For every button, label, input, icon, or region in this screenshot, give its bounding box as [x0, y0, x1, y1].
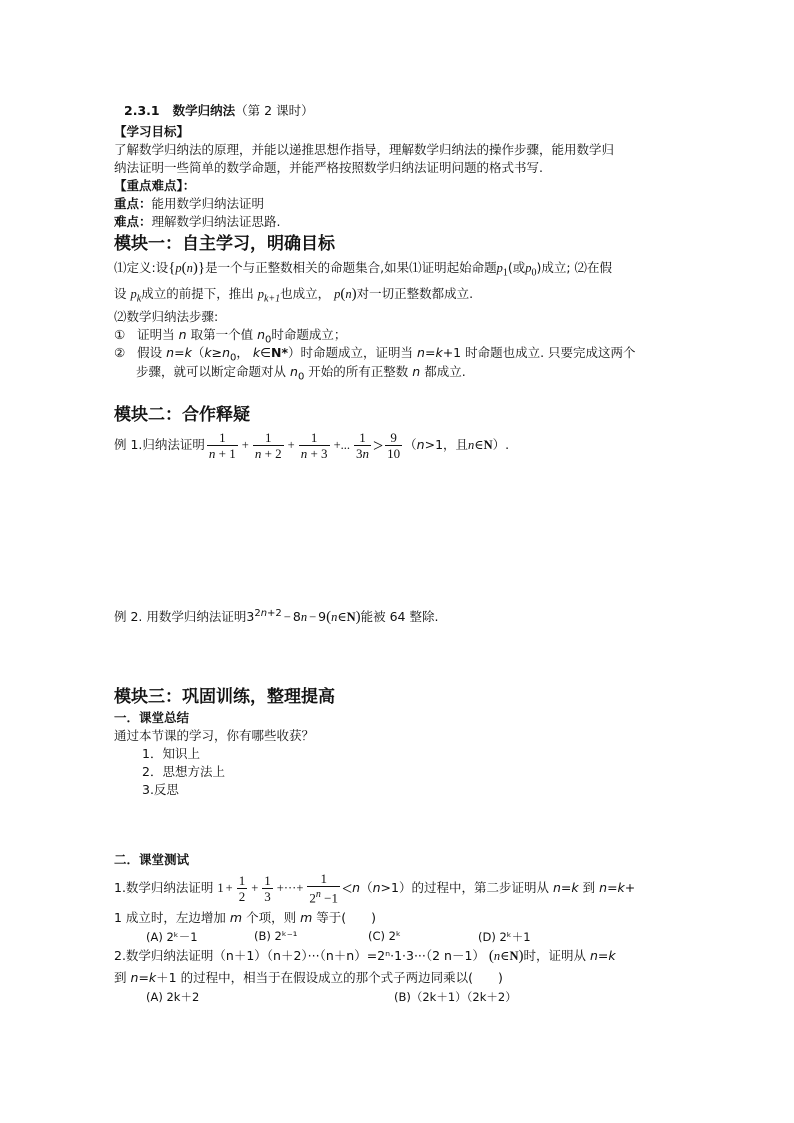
test-heading: 二．课堂测试 — [114, 852, 190, 867]
key-text: 能用数学归纳法证明 — [151, 196, 265, 211]
ex1-fraction-4: $\frac{1}{3n}$ — [356, 430, 369, 461]
step2-text-d: 步骤，就可以断定命题对从 — [136, 364, 287, 379]
definition-line-2: 设 $p_k$成立的前提下，推出 $p_{k+1}$也成立， p(n)对一切正整数都成立. — [114, 286, 474, 305]
ex1-cond-b: n — [416, 437, 425, 452]
q1-option-a: (A) 2ᵏ－1 — [146, 930, 198, 944]
def-text-g: 也成立， — [280, 286, 331, 301]
title-number: 2.3.1 — [124, 103, 160, 118]
q2-text-d: 的过程中，相当于在假设成立的那个式子两边同乘以( ) — [180, 970, 503, 985]
q1-fraction-2: $\frac{1}{3}$ — [264, 873, 271, 904]
title-main: 数学归纳法 — [172, 103, 236, 118]
q1-text-e: 个项，则 — [246, 910, 297, 925]
definition-line-1: ⑴定义:设{p(n)}是一个与正整数相关的命题集合,如果⑴证明起始命题$p_1$(或$p_0$)成立; ⑵在假 — [114, 260, 613, 279]
step-1: ① 证明当 n 取第一个值 $n_0$时命题成立； — [114, 327, 347, 346]
module1-title: 模块一：自主学习，明确目标 — [114, 234, 335, 254]
def-text-c: (或 — [507, 260, 526, 275]
q2-option-a: (A) 2k＋2 — [146, 990, 200, 1004]
step-2-continued: 步骤，就可以断定命题对从 $n_0$ 开始的所有正整数 n 都成立. — [136, 364, 466, 383]
step2-text-b: 时命题成立，证明当 — [300, 345, 414, 360]
module3-title: 模块三：巩固训练，整理提高 — [114, 687, 335, 707]
ex1-fraction-1: $\frac{1}{n + 1}$ — [208, 430, 236, 461]
module2-title: 模块二：合作释疑 — [114, 405, 250, 425]
ex1-label: 例 1.归纳法证明 — [114, 437, 205, 452]
step1-text-b: 取第一个值 — [190, 327, 254, 342]
step2-text-f: 都成立. — [424, 364, 466, 379]
def-text-f: 成立的前提下，推出 — [141, 286, 254, 301]
lesson-title — [124, 103, 314, 119]
q1-text-d: 1 成立时，左边增加 — [114, 910, 226, 925]
def-text-a: ⑴定义:设 — [114, 260, 169, 275]
title-sub: （第 2 课时） — [235, 103, 314, 118]
goals-heading: 【学习目标】 — [114, 124, 190, 139]
step1-text-a: 证明当 — [137, 327, 175, 342]
example-2: 例 2. 用数学归纳法证明$3^{2n+2} - 8n$ − 9(n∈N)能被 64 整除. — [114, 608, 439, 626]
key-point — [114, 196, 264, 212]
q1-fraction-1: $\frac{1}{2}$ — [238, 873, 246, 904]
step2-text-a: 假设 — [137, 345, 163, 360]
ex1-fraction-5: $\frac{9}{10}$ — [387, 430, 401, 461]
step2-text-e: 开始的所有正整数 — [308, 364, 409, 379]
goals-line-2: 纳法证明一些简单的数学命题，并能严格按照数学归纳法证明问题的格式书写. — [114, 160, 543, 175]
q1-text-a: 1.数学归纳法证明 — [114, 880, 214, 895]
ex2-tail: 能被 64 整除. — [360, 609, 439, 625]
question-2: 2.数学归纳法证明（n＋1）（n＋2）···（n＋n）=2ⁿ·1·3···（2 n－1） (n∈N)时，证明从 n=k — [114, 948, 616, 964]
q1-option-c: (C) 2ᵏ — [368, 929, 401, 943]
ex2-label: 例 2. 用数学归纳法证明 — [114, 609, 247, 625]
steps-heading: ⑵数学归纳法步骤: — [114, 309, 219, 324]
q1-text-c: 到 — [582, 880, 596, 895]
q2-text-c: 到 — [114, 970, 127, 985]
def-text-d: )成立; ⑵在假 — [536, 260, 613, 275]
q1-option-d: (D) 2ᵏ＋1 — [478, 930, 531, 944]
step1-mark: ① — [114, 327, 126, 342]
q1-text-b: 的过程中，第二步证明从 — [411, 880, 549, 895]
ex1-cond-a: （ — [404, 437, 417, 452]
difficulty-point — [114, 214, 281, 230]
step1-text-c: 时命题成立； — [271, 327, 347, 342]
ex1-fraction-2: $\frac{1}{n + 2}$ — [254, 430, 282, 461]
question-2-line-2: 到 n=k＋1 的过程中，相当于在假设成立的那个式子两边同乘以( ) — [114, 970, 503, 985]
def-text-b: 是一个与正整数相关的命题集合,如果⑴证明起始命题 — [205, 260, 497, 275]
ex1-cond-c: >1，且 — [424, 437, 469, 452]
summary-question: 通过本节课的学习，你有哪些收获？ — [114, 728, 315, 743]
key-heading: 【重点难点】： — [114, 178, 196, 193]
summary-item-2: 2．思想方法上 — [142, 764, 225, 779]
q1-text-f: 等于( ) — [316, 910, 377, 925]
summary-heading: 一．课堂总结 — [114, 710, 190, 725]
q2-text-a: 2.数学归纳法证明（n＋1）（n＋2）···（n＋n）=2ⁿ·1·3···（2 n－1） — [114, 948, 485, 963]
difficulty-label: 难点： — [114, 214, 152, 229]
question-1: 1.数学归纳法证明 1 + $\frac{1}{2}$ + $\frac{1}{3}$ +···+ $\frac{1}{2^n -1}$ <n（n>1）的过程中，第二步证明从 n=k 到 n=k+ — [114, 871, 636, 906]
summary-item-3: 3.反思 — [142, 782, 179, 797]
example-1: 例 1.归纳法证明 $\frac{1}{n + 1}$ + $\frac{1}{n + 2}$ + $\frac{1}{n + 3}$ +... $\frac{1}{3n}$ > $\frac{9}{10}$ （n>1，且n∈N）. — [114, 430, 510, 461]
q1-fraction-3: $\frac{1}{2^n -1}$ — [309, 871, 338, 906]
step2-text-c: 时命题也成立. 只要完成这两个 — [465, 345, 636, 360]
step-2: ② 假设 $n=k(k\ge n_0$， k∈N*）时命题成立，证明当 n=k+1 时命题也成立. 只要完成这两个 — [114, 345, 636, 364]
question-1-line-2: 1 成立时，左边增加 m 个项，则 m 等于( ) — [114, 910, 377, 925]
ex1-cond-d: ）. — [492, 437, 510, 452]
def-text-h: 对一切正整数都成立. — [356, 286, 474, 301]
goals-line-1: 了解数学归纳法的原理，并能以递推思想作指导，理解数学归纳法的操作步骤，能用数学归 — [114, 142, 615, 157]
key-label: 重点： — [114, 196, 152, 211]
summary-item-1: 1．知识上 — [142, 746, 200, 761]
def-text-e: 设 — [114, 286, 127, 301]
q2-text-b: 时，证明从 — [523, 948, 586, 963]
q2-option-b: (B)（2k＋1）（2k＋2） — [394, 990, 517, 1004]
step2-mark: ② — [114, 345, 126, 360]
difficulty-text: 理解数学归纳法证思路. — [151, 214, 281, 229]
ex1-fraction-3: $\frac{1}{n + 3}$ — [300, 430, 328, 461]
q1-option-b: (B) 2ᵏ⁻¹ — [254, 929, 298, 943]
